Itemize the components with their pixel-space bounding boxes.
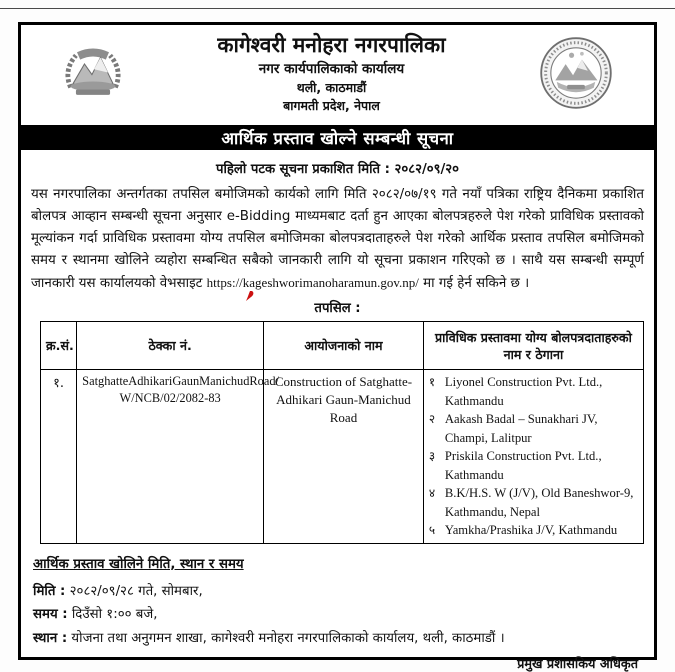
tapasil-label: तपसिल :	[314, 301, 361, 316]
cell-project-name	[264, 370, 424, 544]
opening-info-heading: आर्थिक प्रस्ताव खोलिने मिति, स्थान र समय	[33, 556, 244, 572]
bidder-number: ३	[428, 449, 436, 463]
header-text-block	[125, 34, 538, 115]
bid-detail-table	[40, 321, 644, 544]
website-url: https://kageshworimanoharamun.gov.np/	[206, 275, 419, 290]
municipality-name: कागेश्वरी मनोहरा नगरपालिका	[217, 33, 446, 58]
bidder-item	[429, 373, 638, 410]
bidder-item	[429, 410, 638, 447]
bidder-name: B.K/H.S. W (J/V), Old Baneshwor-9, Kathmandu, Nepal	[444, 486, 634, 519]
cell-contract-number	[77, 370, 280, 544]
opening-time-line	[33, 603, 642, 627]
province-line: बागमती प्रदेश, नेपाल	[283, 97, 380, 113]
body-text-before-url: यस नगरपालिका अन्तर्गतका तपसिल बमोजिमको कार्यको लागि मिति २०८२/०७/१९ गते नयाँ पत्रिका राष्ट्रिय दैनिकमा प्रकाशित बोलपत्र आव्हान सम्बन्धी सूचना अनुसार e‑Bidding माध्यमबाट दर्ता हुन आएका बोलपत्रहरुले पेश गरेको प्राविधिक प्रस्तावको मूल्यांकन गर्दा प्राविधिक प्रस्तावमा योग्य तपसिल बमोजिमका बोलपत्रदाताहरुले पेश गरेको आर्थिक प्रस्ताव तपसिल बमोजिमको समय र स्थानमा खोलिने व्यहोरा सम्बन्धित सबैको जानकारी लागि यो सूचना प्रकाशन गरिएको छ । साथै यस सम्बन्धी सम्पूर्ण जानकारी यस कार्यालयको वेभसाइट	[31, 187, 644, 291]
office-name: नगर कार्यपालिकाको कार्यालय	[258, 61, 405, 78]
body-text-after-url: मा गई हेर्न सकिने छ ।	[418, 276, 530, 291]
opening-info-section	[33, 554, 642, 651]
bidder-name: Yamkha/Prashika J/V, Kathmandu	[444, 523, 618, 537]
document-header	[21, 25, 654, 125]
bidder-item	[429, 484, 638, 521]
time-value: दिउँसो १:०० बजे,	[71, 607, 158, 622]
time-label: समय :	[33, 607, 68, 622]
header-contract-no: ठेक्का नं.	[77, 322, 264, 370]
cell-serial-number: १.	[41, 370, 77, 544]
bidder-number: २	[428, 412, 436, 426]
bidder-number: १	[428, 375, 436, 389]
red-pen-mark	[245, 287, 255, 299]
contract-number-line1: SatghatteAdhikariGaunManichudRoad/	[82, 374, 280, 388]
bidder-name: Priskila Construction Pvt. Ltd., Kathmandu	[444, 449, 602, 482]
bidder-name: Liyonel Construction Pvt. Ltd., Kathmandu	[444, 375, 603, 408]
notice-body-paragraph	[31, 184, 644, 295]
notice-document	[18, 22, 657, 672]
nepal-emblem-logo-icon	[61, 38, 125, 112]
notice-banner-title: आर्थिक प्रस्ताव खोल्ने सम्बन्धी सूचना	[221, 129, 454, 148]
date-label: मिति :	[33, 583, 66, 599]
publication-date-line: पहिलो पटक सूचना प्रकाशित मिति : २०८२/०९/२०	[215, 162, 460, 177]
bidder-item	[429, 521, 638, 540]
bidder-number: ५	[428, 523, 436, 537]
page-top-rule	[0, 8, 675, 9]
project-name-line1: Construction of Satghatte-	[274, 374, 413, 389]
header-sn: क्र.सं.	[41, 322, 77, 370]
bidder-name: Aakash Badal – Sunakhari JV, Champi, Lalitpur	[444, 412, 598, 445]
bidder-item	[429, 447, 638, 484]
municipality-seal-icon	[538, 36, 614, 114]
place-label: स्थान :	[33, 630, 68, 646]
table-header-row	[41, 322, 644, 370]
notice-banner	[21, 125, 654, 150]
project-name-line2: Adhikari Gaun-Manichud Road	[276, 392, 411, 425]
header-project-name: आयोजनाको नाम	[264, 322, 424, 370]
header-bidders: प्राविधिक प्रस्तावमा योग्य बोलपत्रदाताहरुको नाम र ठेगाना	[423, 322, 643, 370]
opening-place-line	[33, 627, 642, 651]
cell-qualified-bidders	[423, 370, 643, 544]
signatory-title: प्रमुख प्रशासकिय अधिकृत	[517, 657, 638, 672]
place-value: योजना तथा अनुगमन शाखा, कागेश्वरी मनोहरा नगरपालिकाको कार्यालय, थली, काठमाडौं ।	[71, 630, 505, 646]
office-address: थली, काठमाडौं	[296, 80, 367, 96]
contract-number-line2: W/NCB/02/2082-83	[119, 391, 221, 405]
table-row	[41, 370, 644, 544]
opening-date-line	[33, 580, 642, 604]
date-value: २०८२/०९/२८ गते, सोमबार,	[69, 583, 203, 599]
bidder-number: ४	[428, 486, 436, 500]
